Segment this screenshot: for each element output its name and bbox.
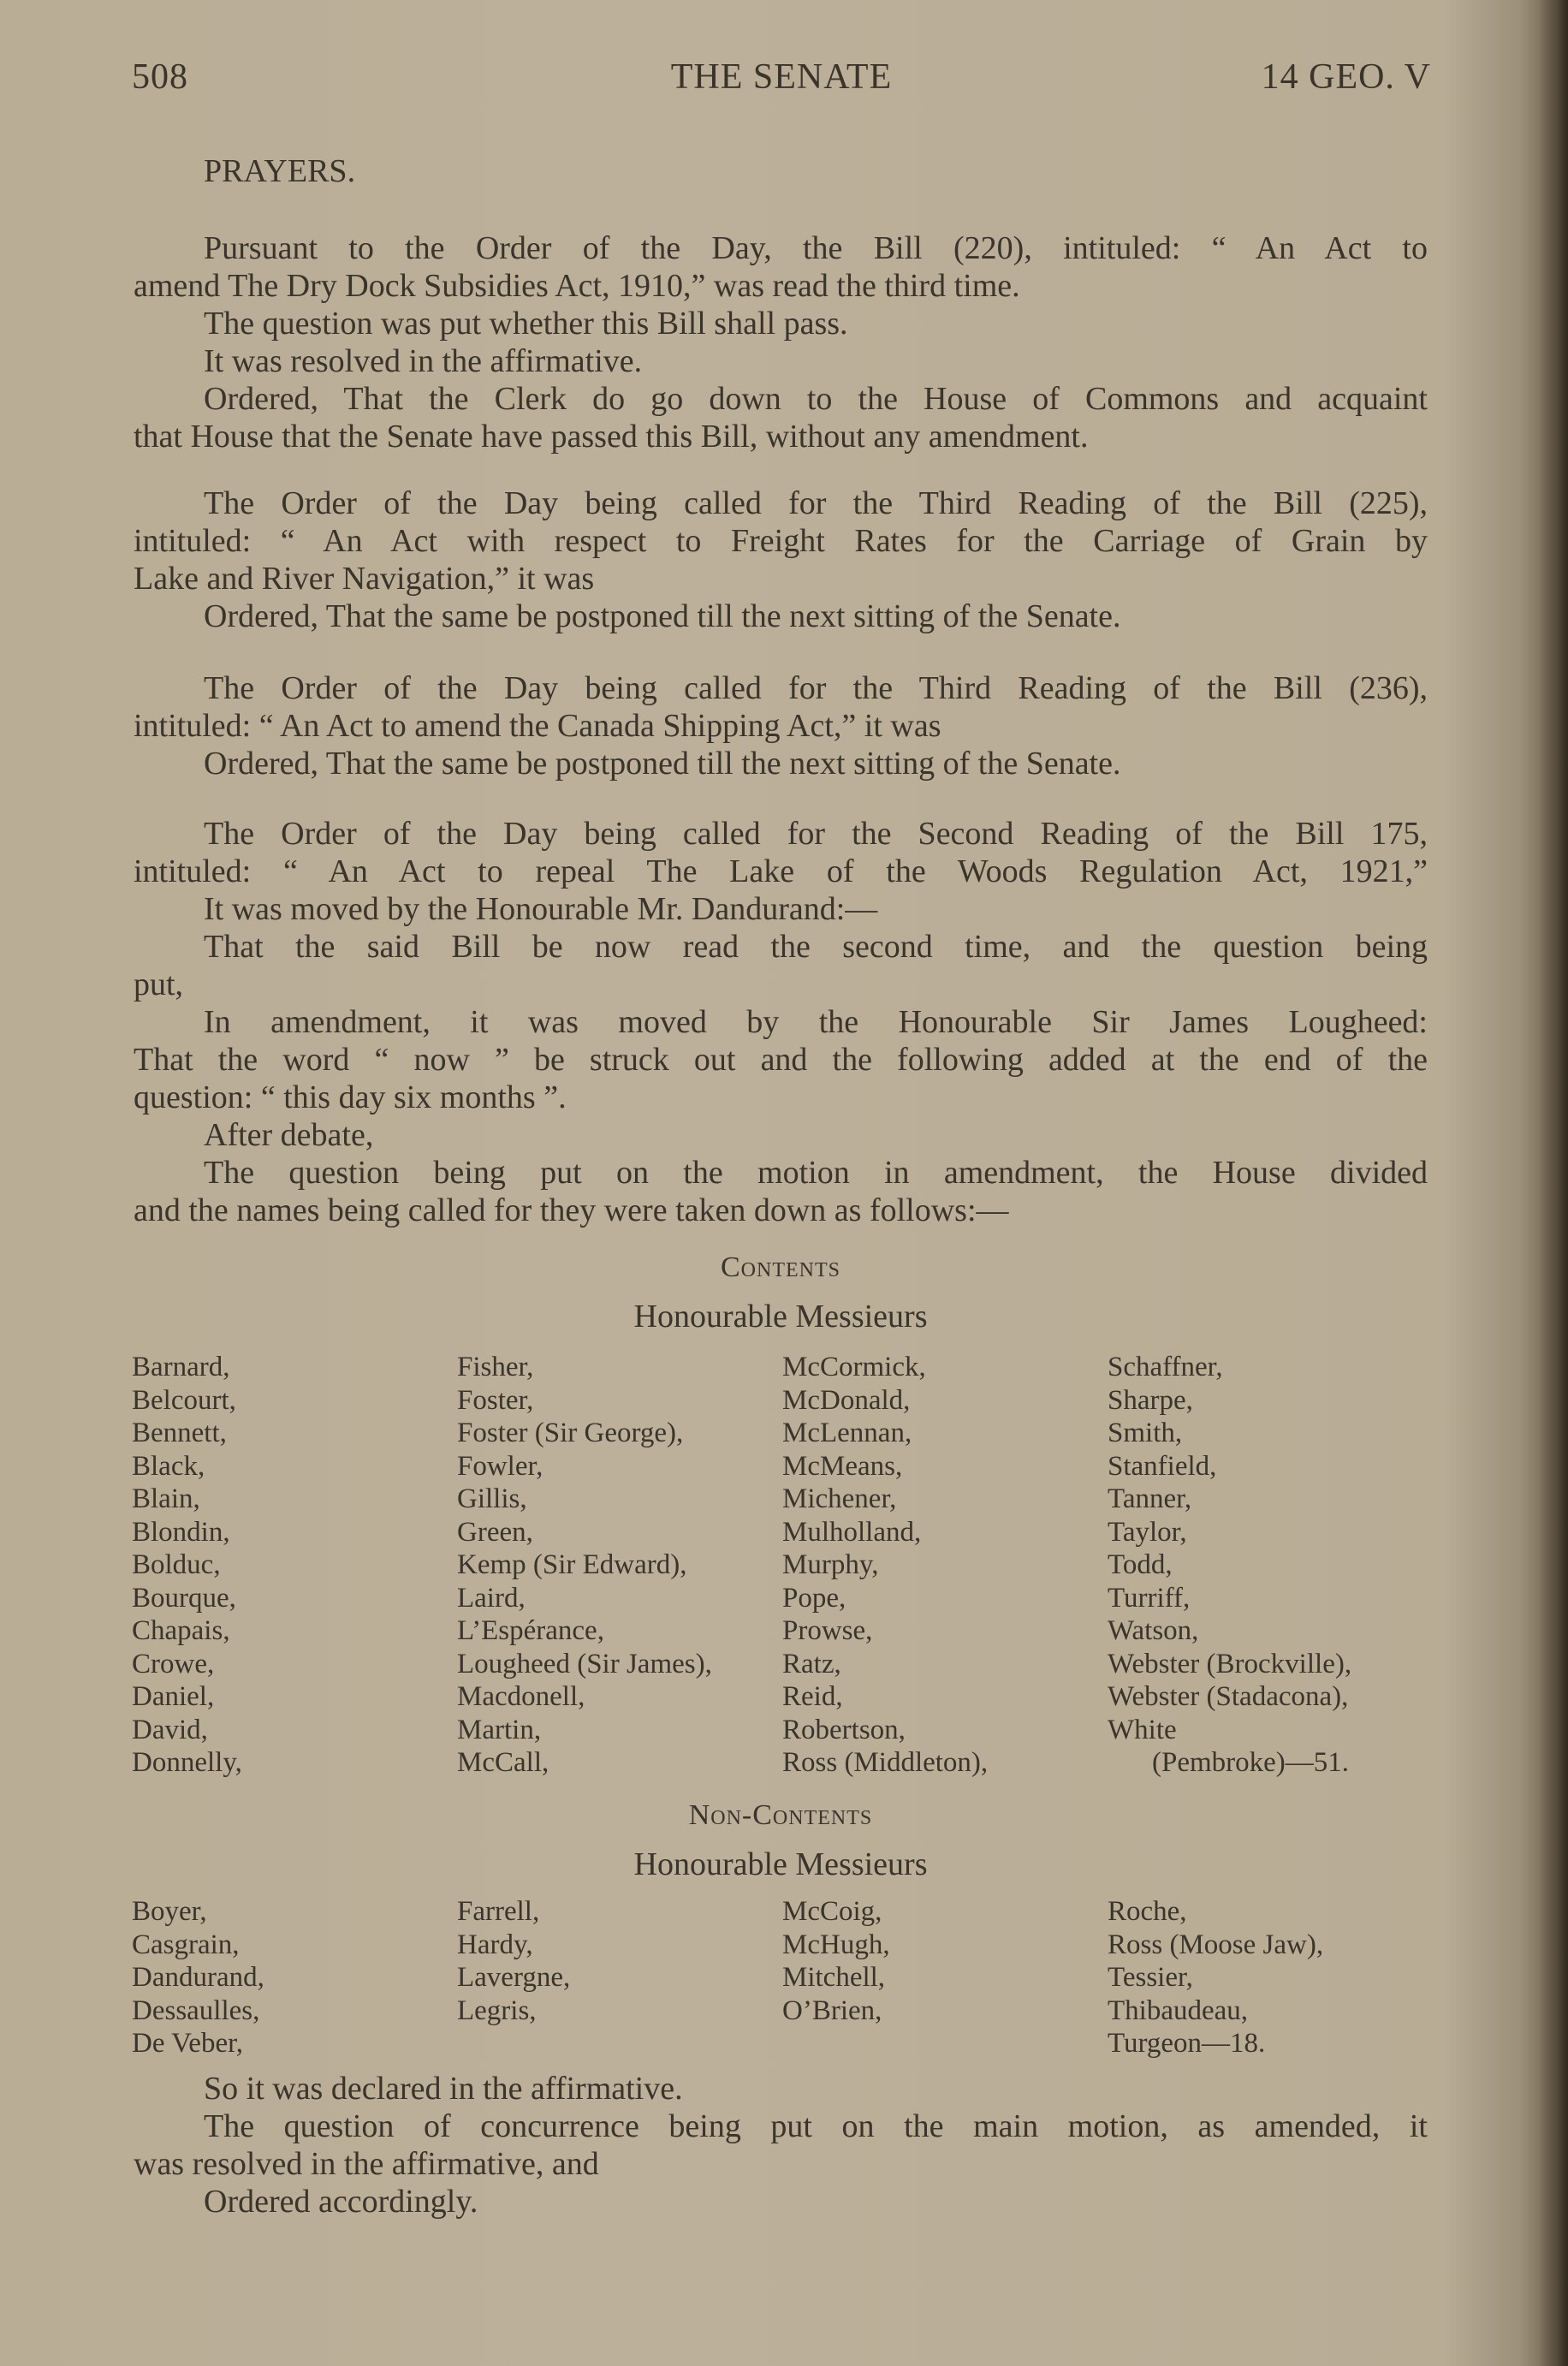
senator-name: Belcourt, bbox=[132, 1384, 236, 1416]
text-line: Lake and River Navigation,” it was bbox=[134, 561, 595, 597]
senator-name: Bennett, bbox=[132, 1418, 227, 1448]
contents-subheading: Honourable Messieurs bbox=[633, 1299, 928, 1335]
page-number: 508 bbox=[132, 57, 188, 97]
non-contents-column-2 bbox=[457, 1895, 782, 2027]
senator-name: Boyer, bbox=[132, 1896, 207, 1927]
senator-name: Kemp (Sir Edward), bbox=[457, 1549, 687, 1580]
senator-name: Roche, bbox=[1108, 1896, 1187, 1927]
contents-column-1 bbox=[132, 1351, 457, 1780]
senator-name: Thibaudeau, bbox=[1108, 1994, 1249, 2026]
senator-name: Stanfield, bbox=[1108, 1450, 1217, 1482]
text-line: was resolved in the affirmative, and bbox=[134, 2146, 599, 2182]
text-line: Pursuant to the Order of the Day, the Bill (220), intituled: “ An Act to bbox=[204, 230, 1428, 266]
senator-name: Fisher, bbox=[457, 1352, 534, 1382]
senator-name: Pope, bbox=[782, 1582, 846, 1614]
text-line: Ordered accordingly. bbox=[204, 2184, 478, 2220]
prayers-heading: PRAYERS. bbox=[204, 153, 356, 189]
senator-name: Foster (Sir George), bbox=[457, 1418, 684, 1448]
senator-name: Mulholland, bbox=[782, 1516, 922, 1548]
text-line: question: “ this day six months ”. bbox=[134, 1079, 567, 1115]
bill-225-paragraph bbox=[134, 484, 1428, 635]
senator-name: Black, bbox=[132, 1450, 205, 1482]
senator-name: Prowse, bbox=[782, 1615, 873, 1646]
senator-name: Watson, bbox=[1108, 1615, 1199, 1646]
text-line: that House that the Senate have passed this Bill, without any amendment. bbox=[134, 419, 1089, 455]
text-line: and the names being called for they were taken down as follows:— bbox=[134, 1192, 1009, 1228]
senator-name: Bourque, bbox=[132, 1582, 236, 1614]
text-line: That the word “ now ” be struck out and the following added at the end of the bbox=[134, 1042, 1428, 1078]
senator-name: Farrell, bbox=[457, 1896, 540, 1927]
senator-name: Ross (Moose Jaw), bbox=[1108, 1929, 1324, 1960]
text-line: Ordered, That the Clerk do go down to the House of Commons and acquaint bbox=[204, 381, 1428, 417]
senator-name: Green, bbox=[457, 1516, 533, 1548]
senator-name: Donnelly, bbox=[132, 1747, 242, 1778]
senator-name: Schaffner, bbox=[1108, 1352, 1223, 1382]
text-line: In amendment, it was moved by the Honourable Sir James Lougheed: bbox=[204, 1004, 1428, 1040]
contents-heading: Contents bbox=[720, 1251, 840, 1283]
senator-name: Bolduc, bbox=[132, 1549, 221, 1580]
senator-name: McLennan, bbox=[782, 1418, 912, 1448]
senator-name: Barnard, bbox=[132, 1352, 230, 1382]
senator-name: Sharpe, bbox=[1108, 1384, 1193, 1416]
senator-name: Smith, bbox=[1108, 1418, 1183, 1448]
text-line: It was moved by the Honourable Mr. Dandurand:— bbox=[204, 891, 878, 927]
senator-name: Todd, bbox=[1108, 1549, 1173, 1580]
text-line: It was resolved in the affirmative. bbox=[204, 343, 643, 379]
text-line: The Order of the Day being called for the Second Reading of the Bill 175, bbox=[204, 816, 1428, 852]
text-line: After debate, bbox=[204, 1117, 374, 1153]
non-contents-column-4 bbox=[1108, 1895, 1433, 2060]
senator-name: McCall, bbox=[457, 1747, 549, 1778]
bill-175-paragraph bbox=[134, 815, 1428, 1229]
senator-name: De Veber, bbox=[132, 2028, 244, 2059]
contents-name-list bbox=[132, 1351, 1467, 1796]
senator-name: Tessier, bbox=[1108, 1962, 1193, 1993]
bill-220-paragraph bbox=[134, 229, 1428, 455]
senator-name: Chapais, bbox=[132, 1615, 230, 1646]
text-line: put, bbox=[134, 966, 184, 1002]
senator-name: Reid, bbox=[782, 1681, 843, 1712]
senator-name: Daniel, bbox=[132, 1681, 215, 1712]
senator-name: Webster (Brockville), bbox=[1108, 1648, 1352, 1679]
text-line: The question being put on the motion in amendment, the House divided bbox=[204, 1155, 1428, 1191]
senator-name: Lougheed (Sir James), bbox=[457, 1648, 712, 1679]
text-line: intituled: “ An Act with respect to Freight Rates for the Carriage of Grain by bbox=[134, 523, 1428, 559]
text-line: The Order of the Day being called for the Third Reading of the Bill (236), bbox=[204, 670, 1428, 706]
senator-name: (Pembroke)—51. bbox=[1152, 1747, 1350, 1778]
senator-name: Blondin, bbox=[132, 1516, 230, 1548]
senator-name: Blain, bbox=[132, 1483, 200, 1514]
non-contents-heading: Non-Contents bbox=[688, 1799, 873, 1831]
page-header bbox=[132, 56, 1431, 108]
text-line: The question was put whether this Bill shall pass. bbox=[204, 306, 848, 342]
senator-name: Hardy, bbox=[457, 1929, 533, 1960]
senator-name: Lavergne, bbox=[457, 1962, 571, 1993]
senator-name: Martin, bbox=[457, 1714, 542, 1745]
senator-name: Murphy, bbox=[782, 1549, 879, 1580]
page-edge-shadow bbox=[1539, 0, 1568, 2366]
senator-name: Tanner, bbox=[1108, 1483, 1192, 1514]
text-line: The Order of the Day being called for the Third Reading of the Bill (225), bbox=[204, 485, 1428, 521]
senator-name: McDonald, bbox=[782, 1384, 911, 1416]
non-contents-column-1 bbox=[132, 1895, 457, 2060]
senator-name: Mitchell, bbox=[782, 1962, 886, 1993]
non-contents-name-list bbox=[132, 1895, 1467, 2066]
text-line: That the said Bill be now read the second time, and the question being bbox=[204, 929, 1428, 965]
senator-name: McMeans, bbox=[782, 1450, 903, 1482]
text-line: intituled: “ An Act to repeal The Lake of the Woods Regulation Act, 1921,” bbox=[134, 853, 1428, 889]
senator-name: Fowler, bbox=[457, 1450, 543, 1482]
closing-paragraph bbox=[134, 2070, 1428, 2220]
senator-name: David, bbox=[132, 1714, 208, 1745]
senator-name: McCoig, bbox=[782, 1896, 882, 1927]
senator-name: Laird, bbox=[457, 1582, 526, 1614]
senator-name: Robertson, bbox=[782, 1714, 906, 1745]
senator-name: Legris, bbox=[457, 1994, 537, 2026]
senator-name: Michener, bbox=[782, 1483, 897, 1514]
running-title: THE SENATE bbox=[670, 57, 893, 97]
senator-name: McCormick, bbox=[782, 1352, 926, 1382]
senator-name: O’Brien, bbox=[782, 1994, 882, 2026]
non-contents-column-3 bbox=[782, 1895, 1108, 2027]
text-line: Ordered, That the same be postponed till the next sitting of the Senate. bbox=[204, 598, 1121, 634]
contents-column-4 bbox=[1108, 1351, 1433, 1780]
senator-name: Gillis, bbox=[457, 1483, 527, 1514]
senator-name: Dandurand, bbox=[132, 1962, 264, 1993]
text-line: amend The Dry Dock Subsidies Act, 1910,” was read the third time. bbox=[134, 268, 1020, 304]
senator-name: Turriff, bbox=[1108, 1582, 1191, 1614]
senator-name: Turgeon—18. bbox=[1108, 2028, 1266, 2059]
senator-name: Taylor, bbox=[1108, 1516, 1187, 1548]
text-line: The question of concurrence being put on the main motion, as amended, it bbox=[204, 2108, 1428, 2144]
text-line: So it was declared in the affirmative. bbox=[204, 2071, 683, 2107]
senator-name: Crowe, bbox=[132, 1648, 215, 1679]
contents-column-2 bbox=[457, 1351, 782, 1780]
senator-name: McHugh, bbox=[782, 1929, 890, 1960]
senator-name: Ross (Middleton), bbox=[782, 1747, 989, 1778]
text-line: Ordered, That the same be postponed till the next sitting of the Senate. bbox=[204, 746, 1121, 782]
bill-236-paragraph bbox=[134, 669, 1428, 782]
senator-name: Foster, bbox=[457, 1384, 534, 1416]
non-contents-subheading: Honourable Messieurs bbox=[633, 1846, 928, 1882]
senator-name: White bbox=[1108, 1714, 1177, 1745]
senator-name: Dessaulles, bbox=[132, 1994, 260, 2026]
senator-name: Ratz, bbox=[782, 1648, 841, 1679]
senator-name: Macdonell, bbox=[457, 1681, 585, 1712]
text-line: intituled: “ An Act to amend the Canada Shipping Act,” it was bbox=[134, 708, 941, 744]
senator-name: L’Espérance, bbox=[457, 1615, 604, 1646]
contents-column-3 bbox=[782, 1351, 1108, 1780]
regnal-year: 14 GEO. V bbox=[1261, 57, 1431, 97]
senator-name: Webster (Stadacona), bbox=[1108, 1681, 1349, 1712]
senator-name: Casgrain, bbox=[132, 1929, 240, 1960]
